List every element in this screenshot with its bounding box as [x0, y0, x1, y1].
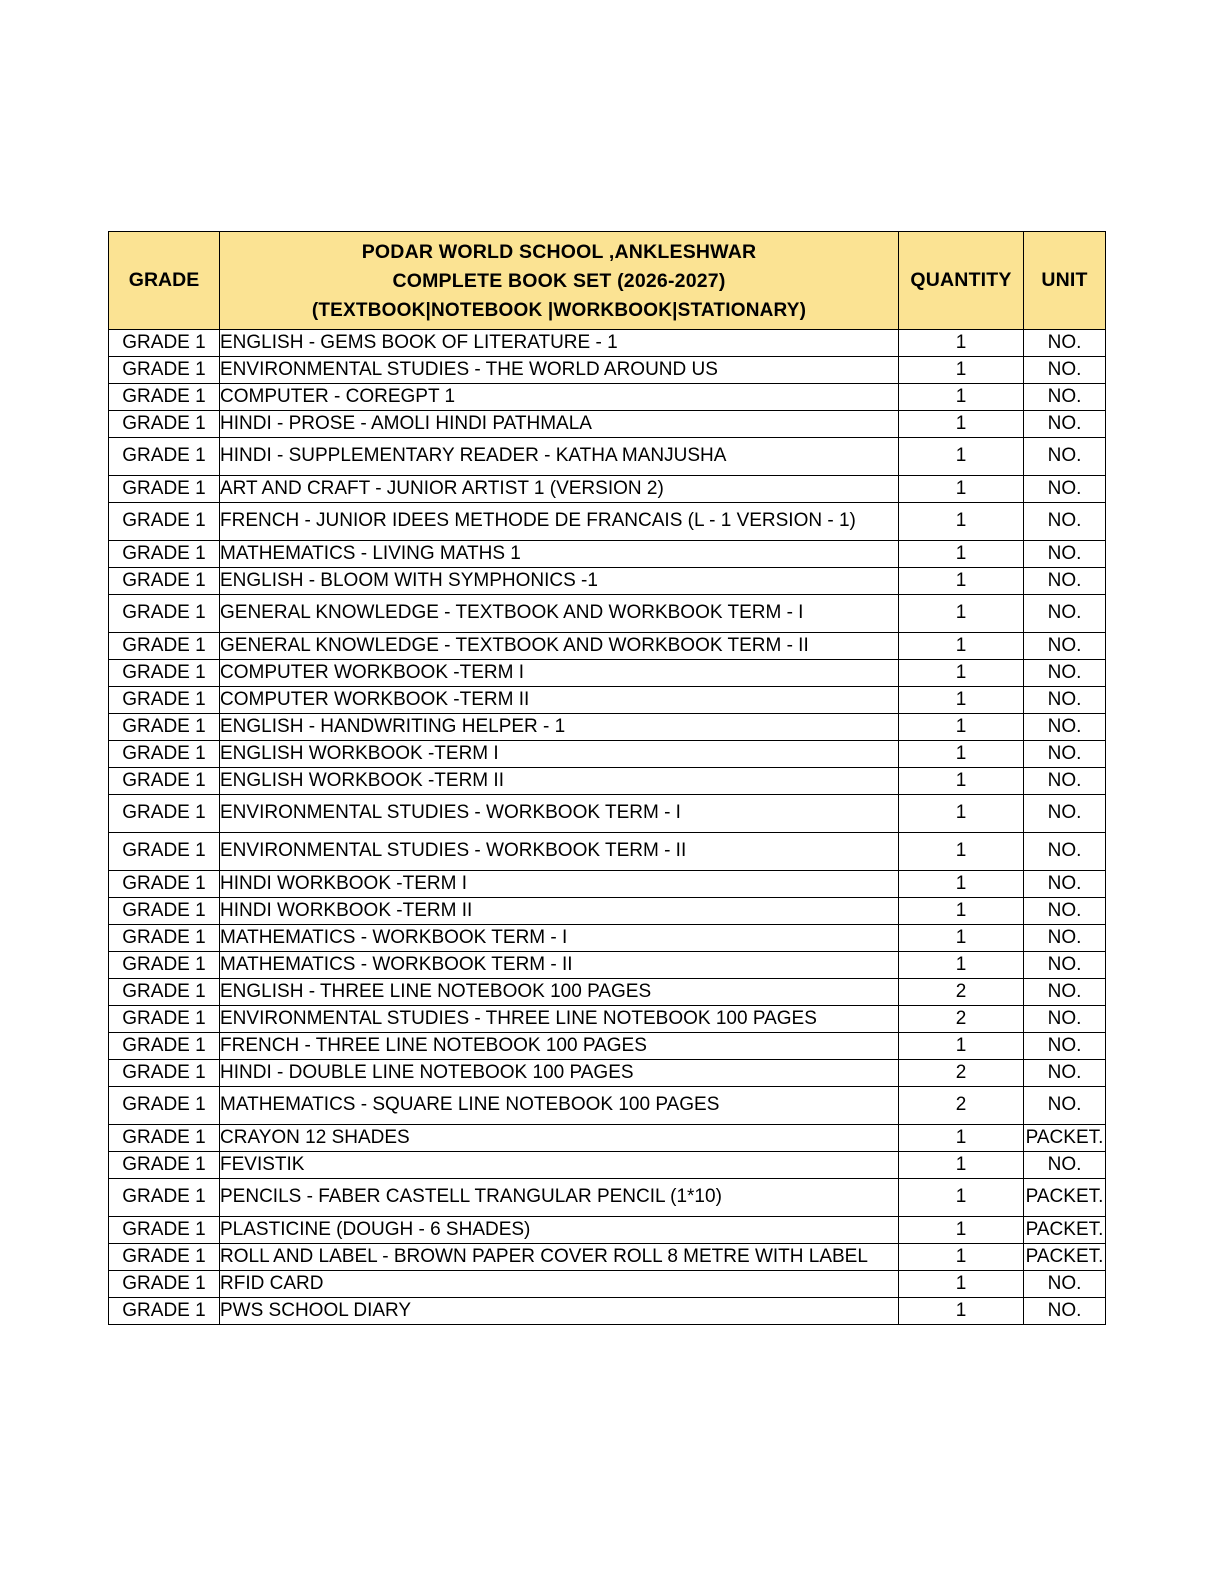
cell-grade: GRADE 1: [109, 1243, 220, 1270]
cell-description: HINDI - PROSE - AMOLI HINDI PATHMALA: [220, 410, 899, 437]
cell-grade: GRADE 1: [109, 1032, 220, 1059]
cell-description: HINDI WORKBOOK -TERM II: [220, 897, 899, 924]
table-row: [109, 1124, 1106, 1151]
table-row: [109, 951, 1106, 978]
cell-grade: GRADE 1: [109, 832, 220, 870]
cell-unit: PACKET.: [1024, 1216, 1106, 1243]
book-set-subtitle: COMPLETE BOOK SET (2026-2027): [392, 270, 726, 293]
cell-unit: NO.: [1024, 437, 1106, 475]
book-set-table: [108, 231, 1106, 1325]
cell-quantity: 1: [899, 437, 1024, 475]
cell-unit: NO.: [1024, 540, 1106, 567]
cell-grade: GRADE 1: [109, 1151, 220, 1178]
cell-unit: NO.: [1024, 594, 1106, 632]
cell-description: ROLL AND LABEL - BROWN PAPER COVER ROLL 8 METRE WITH LABEL: [220, 1243, 899, 1270]
cell-quantity: 1: [899, 767, 1024, 794]
cell-unit: NO.: [1024, 567, 1106, 594]
cell-grade: GRADE 1: [109, 978, 220, 1005]
cell-unit: NO.: [1024, 383, 1106, 410]
table-row: [109, 540, 1106, 567]
cell-unit: NO.: [1024, 951, 1106, 978]
cell-quantity: 1: [899, 1243, 1024, 1270]
cell-quantity: 1: [899, 1178, 1024, 1216]
cell-grade: GRADE 1: [109, 951, 220, 978]
column-header-grade: GRADE: [109, 232, 220, 330]
cell-unit: PACKET.: [1024, 1124, 1106, 1151]
cell-grade: GRADE 1: [109, 567, 220, 594]
cell-quantity: 1: [899, 329, 1024, 356]
table-row: [109, 1032, 1106, 1059]
cell-unit: NO.: [1024, 1086, 1106, 1124]
table-header: [109, 232, 1106, 330]
cell-description: GENERAL KNOWLEDGE - TEXTBOOK AND WORKBOOK TERM - II: [220, 632, 899, 659]
cell-grade: GRADE 1: [109, 329, 220, 356]
cell-unit: NO.: [1024, 713, 1106, 740]
cell-description: HINDI - SUPPLEMENTARY READER - KATHA MANJUSHA: [220, 437, 899, 475]
cell-unit: PACKET.: [1024, 1243, 1106, 1270]
cell-unit: NO.: [1024, 410, 1106, 437]
cell-grade: GRADE 1: [109, 594, 220, 632]
cell-quantity: 1: [899, 1151, 1024, 1178]
table-row: [109, 1086, 1106, 1124]
cell-grade: GRADE 1: [109, 767, 220, 794]
cell-quantity: 1: [899, 594, 1024, 632]
table-row: [109, 924, 1106, 951]
cell-unit: PACKET.: [1024, 1178, 1106, 1216]
cell-description: COMPUTER - COREGPT 1: [220, 383, 899, 410]
table-row: [109, 767, 1106, 794]
table-row: [109, 1243, 1106, 1270]
table-row: [109, 594, 1106, 632]
cell-description: HINDI WORKBOOK -TERM I: [220, 870, 899, 897]
table-row: [109, 475, 1106, 502]
cell-grade: GRADE 1: [109, 713, 220, 740]
cell-description: RFID CARD: [220, 1270, 899, 1297]
cell-unit: NO.: [1024, 356, 1106, 383]
cell-grade: GRADE 1: [109, 383, 220, 410]
cell-description: ENGLISH WORKBOOK -TERM II: [220, 767, 899, 794]
cell-unit: NO.: [1024, 1059, 1106, 1086]
cell-description: ENGLISH - BLOOM WITH SYMPHONICS -1: [220, 567, 899, 594]
table-row: [109, 502, 1106, 540]
cell-quantity: 1: [899, 794, 1024, 832]
table-row: [109, 410, 1106, 437]
cell-quantity: 1: [899, 540, 1024, 567]
cell-grade: GRADE 1: [109, 1270, 220, 1297]
table-row: [109, 383, 1106, 410]
cell-grade: GRADE 1: [109, 356, 220, 383]
cell-grade: GRADE 1: [109, 870, 220, 897]
cell-quantity: 1: [899, 1270, 1024, 1297]
table-row: [109, 794, 1106, 832]
cell-description: CRAYON 12 SHADES: [220, 1124, 899, 1151]
cell-quantity: 2: [899, 1086, 1024, 1124]
table-row: [109, 740, 1106, 767]
column-header-quantity: QUANTITY: [899, 232, 1024, 330]
cell-grade: GRADE 1: [109, 897, 220, 924]
cell-unit: NO.: [1024, 740, 1106, 767]
cell-description: ENGLISH - GEMS BOOK OF LITERATURE - 1: [220, 329, 899, 356]
cell-grade: GRADE 1: [109, 1178, 220, 1216]
cell-description: FEVISTIK: [220, 1151, 899, 1178]
cell-description: PENCILS - FABER CASTELL TRANGULAR PENCIL (1*10): [220, 1178, 899, 1216]
cell-grade: GRADE 1: [109, 410, 220, 437]
cell-quantity: 1: [899, 1124, 1024, 1151]
cell-grade: GRADE 1: [109, 437, 220, 475]
cell-unit: NO.: [1024, 1005, 1106, 1032]
cell-grade: GRADE 1: [109, 659, 220, 686]
cell-quantity: 1: [899, 659, 1024, 686]
cell-quantity: 1: [899, 567, 1024, 594]
cell-description: PWS SCHOOL DIARY: [220, 1297, 899, 1324]
cell-unit: NO.: [1024, 659, 1106, 686]
cell-quantity: 1: [899, 410, 1024, 437]
table-row: [109, 1059, 1106, 1086]
table-row: [109, 1216, 1106, 1243]
cell-description: COMPUTER WORKBOOK -TERM II: [220, 686, 899, 713]
cell-description: MATHEMATICS - WORKBOOK TERM - II: [220, 951, 899, 978]
table-row: [109, 832, 1106, 870]
cell-description: MATHEMATICS - WORKBOOK TERM - I: [220, 924, 899, 951]
cell-description: FRENCH - JUNIOR IDEES METHODE DE FRANCAIS (L - 1 VERSION - 1): [220, 502, 899, 540]
cell-grade: GRADE 1: [109, 924, 220, 951]
table-row: [109, 713, 1106, 740]
cell-description: PLASTICINE (DOUGH - 6 SHADES): [220, 1216, 899, 1243]
table-row: [109, 1005, 1106, 1032]
cell-quantity: 1: [899, 502, 1024, 540]
table-row: [109, 686, 1106, 713]
cell-unit: NO.: [1024, 475, 1106, 502]
cell-description: MATHEMATICS - SQUARE LINE NOTEBOOK 100 PAGES: [220, 1086, 899, 1124]
cell-grade: GRADE 1: [109, 502, 220, 540]
cell-grade: GRADE 1: [109, 1297, 220, 1324]
cell-description: COMPUTER WORKBOOK -TERM I: [220, 659, 899, 686]
cell-description: HINDI - DOUBLE LINE NOTEBOOK 100 PAGES: [220, 1059, 899, 1086]
cell-description: GENERAL KNOWLEDGE - TEXTBOOK AND WORKBOOK TERM - I: [220, 594, 899, 632]
table-row: [109, 632, 1106, 659]
table-row: [109, 567, 1106, 594]
cell-description: FRENCH - THREE LINE NOTEBOOK 100 PAGES: [220, 1032, 899, 1059]
cell-unit: NO.: [1024, 1297, 1106, 1324]
table-row: [109, 1297, 1106, 1324]
cell-quantity: 1: [899, 632, 1024, 659]
cell-grade: GRADE 1: [109, 540, 220, 567]
cell-unit: NO.: [1024, 897, 1106, 924]
cell-description: ENVIRONMENTAL STUDIES - THE WORLD AROUND US: [220, 356, 899, 383]
cell-quantity: 1: [899, 1297, 1024, 1324]
cell-grade: GRADE 1: [109, 686, 220, 713]
cell-unit: NO.: [1024, 1032, 1106, 1059]
cell-quantity: 1: [899, 686, 1024, 713]
cell-quantity: 1: [899, 713, 1024, 740]
cell-description: ENVIRONMENTAL STUDIES - WORKBOOK TERM - II: [220, 832, 899, 870]
cell-grade: GRADE 1: [109, 1216, 220, 1243]
cell-quantity: 1: [899, 1032, 1024, 1059]
cell-grade: GRADE 1: [109, 475, 220, 502]
cell-grade: GRADE 1: [109, 632, 220, 659]
cell-unit: NO.: [1024, 686, 1106, 713]
table-row: [109, 1151, 1106, 1178]
cell-grade: GRADE 1: [109, 740, 220, 767]
table-row: [109, 897, 1106, 924]
cell-description: MATHEMATICS - LIVING MATHS 1: [220, 540, 899, 567]
table-row: [109, 356, 1106, 383]
cell-description: ENVIRONMENTAL STUDIES - WORKBOOK TERM - I: [220, 794, 899, 832]
cell-quantity: 1: [899, 1216, 1024, 1243]
cell-unit: NO.: [1024, 632, 1106, 659]
cell-unit: NO.: [1024, 794, 1106, 832]
cell-unit: NO.: [1024, 870, 1106, 897]
school-name: PODAR WORLD SCHOOL ,ANKLESHWAR: [361, 241, 757, 263]
cell-description: ENGLISH - THREE LINE NOTEBOOK 100 PAGES: [220, 978, 899, 1005]
cell-quantity: 2: [899, 978, 1024, 1005]
cell-description: ENGLISH WORKBOOK -TERM I: [220, 740, 899, 767]
cell-unit: NO.: [1024, 1151, 1106, 1178]
cell-quantity: 1: [899, 383, 1024, 410]
cell-grade: GRADE 1: [109, 1005, 220, 1032]
table-row: [109, 978, 1106, 1005]
column-header-unit: UNIT: [1024, 232, 1106, 330]
table-row: [109, 1178, 1106, 1216]
table-row: [109, 437, 1106, 475]
cell-quantity: 2: [899, 1005, 1024, 1032]
cell-quantity: 1: [899, 897, 1024, 924]
cell-grade: GRADE 1: [109, 1124, 220, 1151]
cell-quantity: 1: [899, 951, 1024, 978]
book-set-categories: (TEXTBOOK|NOTEBOOK |WORKBOOK|STATIONARY): [311, 299, 807, 321]
cell-quantity: 1: [899, 740, 1024, 767]
cell-quantity: 1: [899, 475, 1024, 502]
cell-quantity: 1: [899, 924, 1024, 951]
table-row: [109, 1270, 1106, 1297]
table-body: [109, 329, 1106, 1324]
cell-unit: NO.: [1024, 502, 1106, 540]
cell-quantity: 2: [899, 1059, 1024, 1086]
table-row: [109, 329, 1106, 356]
cell-description: ART AND CRAFT - JUNIOR ARTIST 1 (VERSION 2): [220, 475, 899, 502]
cell-grade: GRADE 1: [109, 1086, 220, 1124]
cell-quantity: 1: [899, 870, 1024, 897]
cell-unit: NO.: [1024, 1270, 1106, 1297]
cell-grade: GRADE 1: [109, 794, 220, 832]
cell-quantity: 1: [899, 356, 1024, 383]
cell-grade: GRADE 1: [109, 1059, 220, 1086]
cell-unit: NO.: [1024, 832, 1106, 870]
cell-unit: NO.: [1024, 978, 1106, 1005]
cell-quantity: 1: [899, 832, 1024, 870]
header-row: [109, 232, 1106, 330]
table-row: [109, 870, 1106, 897]
cell-unit: NO.: [1024, 924, 1106, 951]
table-row: [109, 659, 1106, 686]
cell-description: ENGLISH - HANDWRITING HELPER - 1: [220, 713, 899, 740]
column-header-title: [220, 232, 899, 330]
cell-unit: NO.: [1024, 329, 1106, 356]
cell-unit: NO.: [1024, 767, 1106, 794]
cell-description: ENVIRONMENTAL STUDIES - THREE LINE NOTEBOOK 100 PAGES: [220, 1005, 899, 1032]
